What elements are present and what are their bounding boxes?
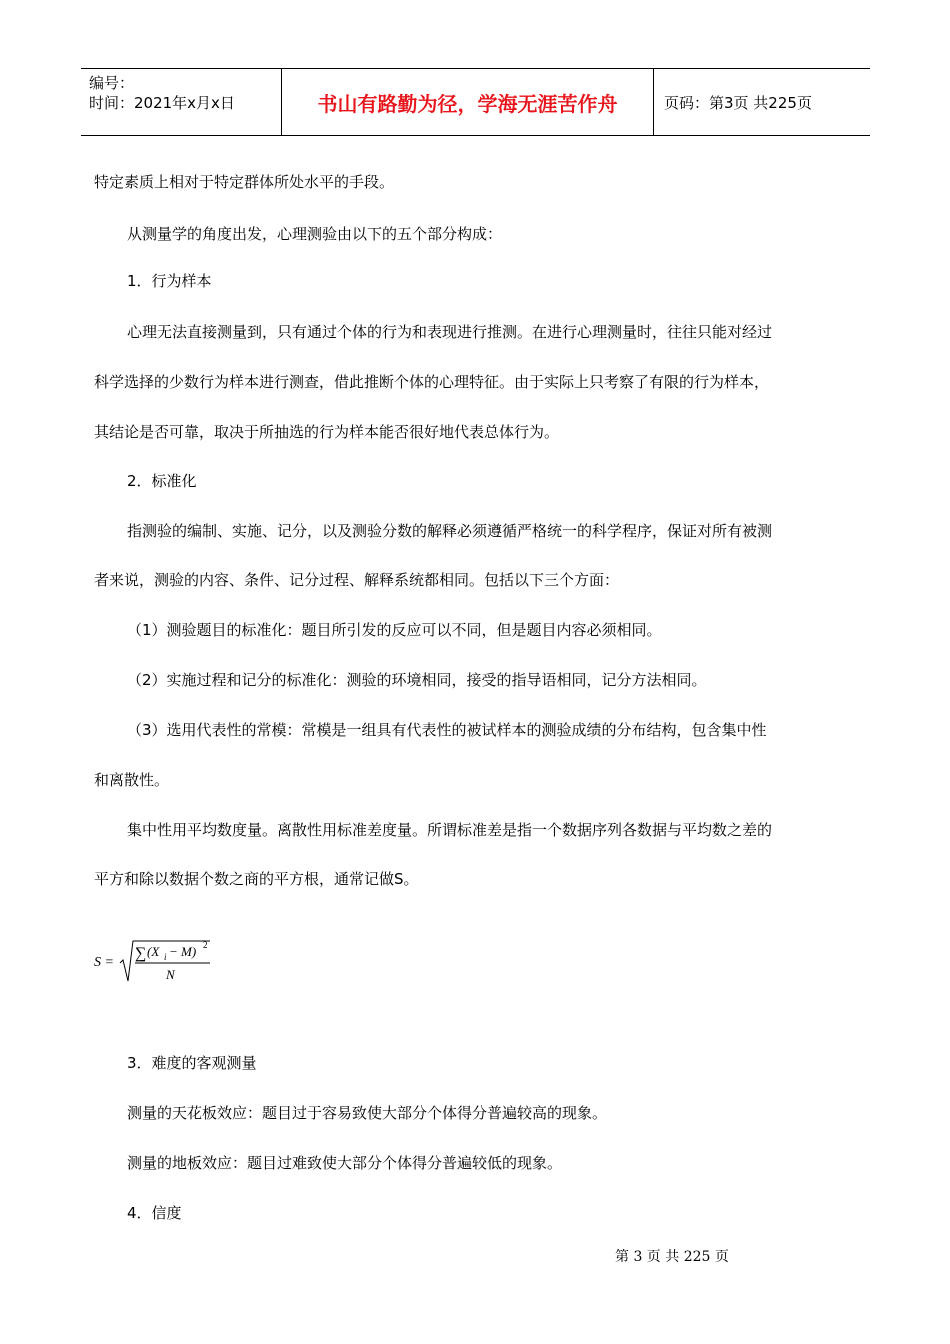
section-heading: 2．标准化 bbox=[127, 472, 197, 490]
section-heading: 3．难度的客观测量 bbox=[127, 1054, 257, 1072]
paragraph: 心理无法直接测量到，只有通过个体的行为和表现进行推测。在进行心理测量时，往往只能对经过 bbox=[127, 323, 773, 341]
paragraph: 者来说，测验的内容、条件、记分过程、解释系统都相同。包括以下三个方面： bbox=[94, 571, 620, 589]
standard-deviation-formula bbox=[92, 935, 222, 985]
page-footer: 第 3 页 共 225 页 bbox=[615, 1249, 729, 1265]
list-item: （1）测验题目的标准化：题目所引发的反应可以不同，但是题目内容必须相同。 bbox=[127, 621, 662, 639]
formula-sum: ∑ bbox=[135, 945, 147, 962]
formula-sub: i bbox=[164, 952, 167, 962]
paragraph: 平方和除以数据个数之商的平方根，通常记做S。 bbox=[94, 870, 419, 888]
formula-exp: 2 bbox=[203, 940, 208, 950]
paragraph: 测量的天花板效应：题目过于容易致使大部分个体得分普遍较高的现象。 bbox=[127, 1104, 608, 1122]
section-heading: 4．信度 bbox=[127, 1204, 182, 1222]
formula-denominator: N bbox=[166, 967, 175, 982]
paragraph: 特定素质上相对于特定群体所处水平的手段。 bbox=[94, 173, 395, 191]
header-meta bbox=[81, 69, 282, 135]
page-header bbox=[81, 68, 870, 136]
formula-minus-m: − M) bbox=[169, 944, 197, 959]
page-label: 页码：第3页 共225页 bbox=[664, 93, 812, 112]
list-item: （2）实施过程和记分的标准化：测验的环境相同，接受的指导语相同，记分方法相同。 bbox=[127, 671, 707, 689]
motto: 书山有路勤为径，学海无涯苦作舟 bbox=[282, 69, 654, 135]
paragraph: 科学选择的少数行为样本进行测查，借此推断个体的心理特征。由于实际上只考察了有限的行为样本， bbox=[94, 373, 770, 391]
paragraph: 集中性用平均数度量。离散性用标准差度量。所谓标准差是指一个数据序列各数据与平均数之差的 bbox=[127, 821, 773, 839]
formula-lhs: S = bbox=[94, 955, 114, 970]
section-heading: 1．行为样本 bbox=[127, 272, 212, 290]
number-label: 编号： bbox=[89, 74, 135, 92]
list-item: （3）选用代表性的常模：常模是一组具有代表性的被试样本的测验成绩的分布结构，包含集中性 bbox=[127, 721, 767, 739]
time-label: 时间：2021年x月x日 bbox=[89, 94, 235, 112]
formula-term: (X bbox=[147, 944, 160, 959]
paragraph: 其结论是否可靠，取决于所抽选的行为样本能否很好地代表总体行为。 bbox=[94, 423, 560, 441]
paragraph: 测量的地板效应：题目过难致使大部分个体得分普遍较低的现象。 bbox=[127, 1154, 563, 1172]
paragraph: 指测验的编制、实施、记分，以及测验分数的解释必须遵循严格统一的科学程序，保证对所有被测 bbox=[127, 522, 773, 540]
paragraph: 和离散性。 bbox=[94, 771, 170, 789]
paragraph: 从测量学的角度出发，心理测验由以下的五个部分构成： bbox=[127, 225, 503, 243]
